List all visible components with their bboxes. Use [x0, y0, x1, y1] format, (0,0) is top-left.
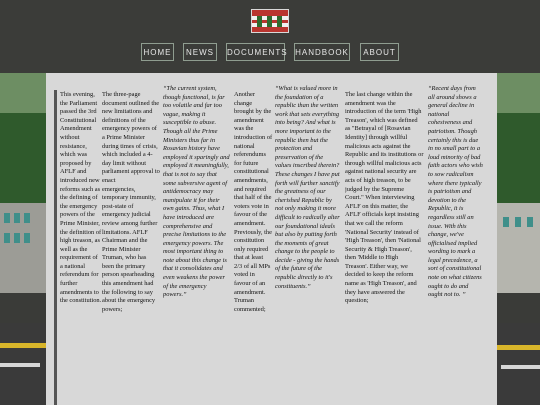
- divider: [54, 90, 57, 405]
- nav-handbook-button[interactable]: HANDBOOK: [294, 43, 350, 61]
- nav-home-button[interactable]: HOME: [141, 43, 174, 61]
- article-quote-2: “What is valued more in the foundation of a republic than the written work that sets everything into being? And what is more important to the republic then but the protection and preservation of the values inscribed therein? These changes I have put forth will further sanctify the greatness of our cherished Republic by not only making it more difficult to radically alter our foundational ideals but also by putting forth the moments of great change to the people to decide - giving the hands of the future of the republic directly to it's constituents.”: [275, 85, 340, 290]
- article-quote-3: “Recent days from all around shows a general decline in national cohesiveness and patriotism. Though certainly this is due in no small part to a loud minority of bad faith actors who wish to sow radicalism where there typically is patriotism and devotion to the Republic, it is regardless still an issue. With this change, we've officialised implied wording to mark a legal precedence, a sort of constitutional note on what citizens ought to do and ought not to. ”: [428, 85, 483, 299]
- article-quote-1: “The current system, though functional, is far too volatile and far too vague, making it susceptible to abuse. Though all the Prime Ministers thus far in Rosavian history have employed it sparingly and employed it meaningfully, that is not to say that some subversive agent of antidemocracy may manipulate it for their own gains. Thus, what I have introduced are comprehensive and precise limitations to the emergency powers. The most important thing to note about this change is that it consolidates and even weakens the power of the emergency powers.”: [163, 85, 230, 299]
- article-column-4: Another change brought by the amendment was the introduction of national referendums for future constitutional amendments, and required that half of the voters vote in favour of the amendment. Previously, the constitution only required that at least 2/3 of all MPs voted in favour of an amendment. Truman commented;: [234, 91, 273, 313]
- background-scene-left: [0, 73, 46, 405]
- article-panel: [46, 73, 497, 405]
- article-column-1: This evening, the Parliament passed the 3rd Constitutional Amendment without resistance, which was proposed by AFLF and introduced new reforms such as the defining of the emergency powers of the Prime Minister, the definition of high treason, as well as the requirement of a national referendum for further amendments to the constitution.: [60, 91, 102, 305]
- article-column-6: The last change within the amendment was the introduction of the term 'High Treason', which was defined as "Betrayal of [Rosavian Identity] through willful malicious acts against the Republic and its institutions or through willful malicious acts against national security are acts of high treason, to be judged by the Supreme Court." When interviewing AFLF on this matter, the AFLF officials kept insisting that we call the reform 'National Security' instead of 'High Treason', then 'National Security & High Treason', then 'Middle to High Treason'. Either way, we decided to keep the reform name as 'High Treason', and they have answered the question;: [345, 91, 424, 305]
- article-column-2: The three-page document outlined the new limitations and definitions of the emergency powers of a Prime Minister during times of crisis, which included a 4- day limit without parliament approval to enact emergencies, temporary immunity, post-state of emergency judicial review among further limitations. AFLF Chairman and the Prime Minister Truman, who has been the primary person spearheading this amendment had the following to say about the emergency powers;: [102, 91, 160, 313]
- main-navigation: [0, 43, 540, 63]
- site-header: [0, 0, 540, 73]
- flag-logo-icon[interactable]: [251, 9, 289, 33]
- background-scene-right: [497, 73, 540, 405]
- nav-news-button[interactable]: NEWS: [183, 43, 217, 61]
- nav-about-button[interactable]: ABOUT: [360, 43, 399, 61]
- nav-documents-button[interactable]: DOCUMENTS: [226, 43, 285, 61]
